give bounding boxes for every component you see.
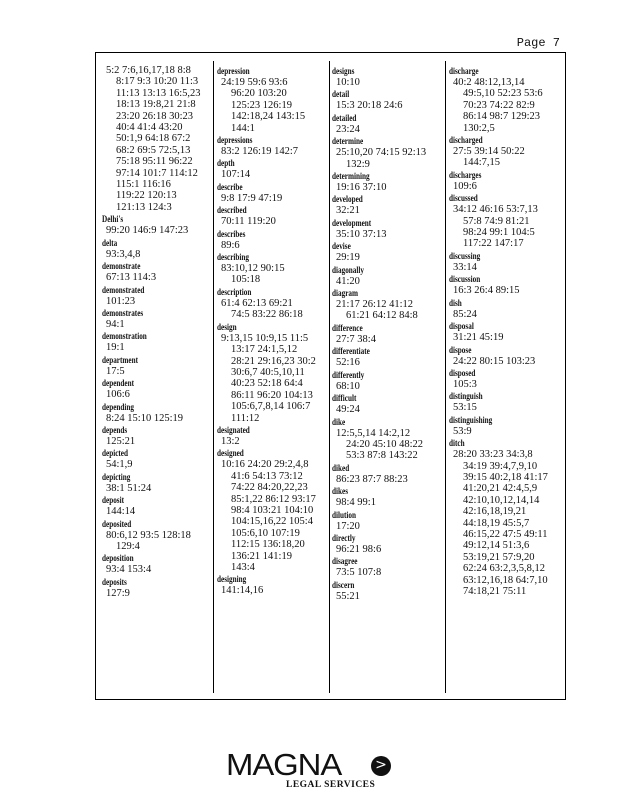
- page-line-references: 24:22 80:15 103:23: [453, 355, 536, 367]
- index-term: discern: [332, 579, 355, 590]
- index-entry: [449, 367, 563, 390]
- page-line-references: 8:24 15:10 125:19: [106, 412, 184, 424]
- index-entry: [449, 344, 563, 367]
- index-term: demonstrated: [102, 284, 145, 295]
- page-line-references: 93:4 153:4: [106, 564, 152, 576]
- index-entry: [449, 273, 563, 296]
- index-term: design: [217, 321, 237, 332]
- index-frame: [95, 52, 566, 700]
- index-term: depth: [217, 158, 235, 169]
- page-number-label: Page 7: [516, 36, 560, 50]
- index-term: description: [217, 286, 252, 297]
- page-line-references: 97:14 101:7 114:12: [116, 167, 198, 179]
- page-line-references: 40:4 41:4 43:20: [116, 122, 183, 134]
- page-line-references: 144:1: [231, 122, 255, 134]
- page-line-references: 127:9: [106, 587, 130, 599]
- index-term: deposition: [102, 553, 134, 564]
- index-entry: [332, 555, 442, 578]
- index-term: difficult: [332, 393, 357, 404]
- page-line-references: 94:1: [106, 318, 125, 330]
- page-line-references: 73:5 107:8: [336, 567, 382, 579]
- index-term: Delhi's: [102, 214, 124, 225]
- index-term: department: [102, 354, 138, 365]
- page-line-references: 75:18 95:11 96:22: [116, 156, 193, 168]
- page-line-references: 105:6,7,8,14 106:7: [231, 401, 311, 413]
- page-line-references: 19:1: [106, 342, 125, 354]
- index-entry: [217, 134, 327, 157]
- page-line-references: 40:2 48:12,13,14: [453, 77, 525, 88]
- index-entry: [217, 204, 327, 227]
- index-entry: [332, 193, 442, 216]
- index-entry: [332, 240, 442, 263]
- index-term: discussing: [449, 250, 481, 261]
- index-entry: [449, 250, 563, 273]
- index-entry: [332, 462, 442, 485]
- page-line-references: 98:4 103:21 104:10: [231, 504, 314, 516]
- page-line-references: 67:13 114:3: [106, 272, 157, 284]
- index-entry: [102, 284, 212, 307]
- page-line-references: 41:20: [336, 275, 360, 287]
- page-line-references: 18:13 19:8,21 21:8: [116, 99, 196, 111]
- logo-subtitle: LEGAL SERVICES: [286, 780, 376, 790]
- page-line-references: 16:3 26:4 89:15: [453, 285, 520, 297]
- page-line-references: 27:5 39:14 50:22: [453, 146, 525, 158]
- page-line-references: 50:1,9 64:18 67:2: [116, 133, 191, 145]
- index-entry: [332, 345, 442, 368]
- index-term: determining: [332, 171, 370, 182]
- index-entry: [102, 213, 212, 236]
- index-entry: [449, 297, 563, 320]
- index-term: development: [332, 217, 372, 228]
- index-term: discharges: [449, 169, 482, 180]
- page-line-references: 119:22 120:13: [116, 190, 177, 202]
- index-term: dikes: [332, 486, 349, 497]
- index-entry: [102, 65, 212, 213]
- index-entry: [332, 264, 442, 287]
- index-term: described: [217, 205, 247, 216]
- index-entry: [102, 377, 212, 400]
- page-line-references: 55:21: [336, 590, 360, 602]
- page-line-references: 38:1 51:24: [106, 482, 152, 494]
- index-column-3: [332, 65, 442, 692]
- page-line-references: 106:6: [106, 389, 130, 401]
- page-line-references: 53:3 87:8 143:22: [346, 450, 418, 462]
- index-term: disposed: [449, 367, 476, 378]
- page-line-references: 144:7,15: [463, 157, 501, 169]
- page-line-references: 32:21: [336, 205, 360, 217]
- index-term: determine: [332, 136, 364, 147]
- page-line-references: 24:20 45:10 48:22: [346, 438, 424, 450]
- page-line-references: 35:10 37:13: [336, 228, 387, 240]
- page-line-references: 142:18,24 143:15: [231, 111, 306, 123]
- page-line-references: 117:22 147:17: [463, 238, 524, 250]
- page-line-references: 68:10: [336, 380, 360, 392]
- page-line-references: 86:23 87:7 88:23: [336, 473, 408, 485]
- page-line-references: 21:17 26:12 41:12: [336, 299, 414, 311]
- index-term: designated: [217, 424, 250, 435]
- index-entry: [332, 170, 442, 193]
- page-line-references: 85:24: [453, 308, 477, 320]
- index-term: dependent: [102, 378, 135, 389]
- index-column-4: [449, 65, 563, 692]
- index-entry: [102, 552, 212, 575]
- page-line-references: 143:4: [231, 562, 255, 573]
- page-line-references: 33:14: [453, 261, 477, 273]
- page-line-references: 42:10,10,12,14,14: [463, 494, 540, 506]
- page-line-references: 129:4: [116, 540, 140, 552]
- index-term: describe: [217, 181, 243, 192]
- page-line-references: 61:4 62:13 69:21: [221, 297, 293, 309]
- index-entry: [217, 228, 327, 251]
- index-entry: [102, 401, 212, 424]
- index-term: depending: [102, 401, 135, 412]
- index-term: directly: [332, 532, 356, 543]
- index-term: depression: [217, 66, 250, 76]
- index-entry: [332, 135, 442, 170]
- index-term: dish: [449, 297, 462, 308]
- page-line-references: 46:15,22 47:5 49:11: [463, 528, 548, 540]
- index-term: differently: [332, 369, 365, 380]
- index-entry: [332, 88, 442, 111]
- index-entry: [217, 573, 327, 596]
- index-term: demonstrate: [102, 261, 141, 272]
- page-line-references: 25:10,20 74:15 92:13: [336, 147, 427, 159]
- index-term: deposited: [102, 518, 132, 529]
- index-entry: [217, 424, 327, 447]
- index-term: demonstrates: [102, 307, 144, 318]
- page-line-references: 10:16 24:20 29:2,4,8: [221, 459, 309, 471]
- index-entry: [332, 579, 442, 602]
- page-line-references: 70:23 74:22 82:9: [463, 99, 535, 111]
- page-line-references: 53:19,21 57:9,20: [463, 551, 535, 563]
- page-line-references: 9:13,15 10:9,15 11:5: [221, 332, 309, 344]
- page-line-references: 107:14: [221, 169, 251, 181]
- page-line-references: 62:24 63:2,3,5,8,12: [463, 563, 545, 575]
- page-line-references: 70:11 119:20: [221, 216, 276, 228]
- page-line-references: 105:3: [453, 378, 477, 390]
- page-line-references: 17:20: [336, 520, 360, 532]
- index-term: discussion: [449, 274, 481, 285]
- page-line-references: 61:21 64:12 84:8: [346, 310, 418, 322]
- index-entry: [102, 307, 212, 330]
- page-line-references: 42:16,18,19,21: [463, 506, 527, 518]
- index-entry: [217, 65, 327, 134]
- page-line-references: 13:17 24:1,5,12: [231, 344, 298, 356]
- page-line-references: 125:21: [106, 435, 136, 447]
- index-term: discharge: [449, 66, 479, 76]
- page-line-references: 121:13 124:3: [116, 201, 172, 213]
- index-entry: [449, 192, 563, 250]
- index-entry: [102, 447, 212, 470]
- page-line-references: 141:14,16: [221, 585, 264, 597]
- page-line-references: 101:23: [106, 295, 136, 307]
- index-entry: [332, 217, 442, 240]
- page-line-references: 27:7 38:4: [336, 333, 376, 345]
- page-line-references: 130:2,5: [463, 122, 495, 134]
- index-term: disagree: [332, 556, 358, 567]
- logo-wordmark: MAGNA: [226, 747, 342, 782]
- index-entry: [102, 354, 212, 377]
- page-line-references: 99:20 146:9 147:23: [106, 225, 189, 237]
- page-line-references: 11:13 13:13 16:5,23: [116, 87, 201, 99]
- index-term: diagram: [332, 288, 358, 299]
- index-term: detailed: [332, 112, 357, 123]
- page-line-references: 104:15,16,22 105:4: [231, 516, 313, 528]
- page-line-references: 49:24: [336, 404, 360, 416]
- page-line-references: 85:1,22 86:12 93:17: [231, 493, 316, 505]
- index-entry: [449, 134, 563, 169]
- page-line-references: 9:8 17:9 47:19: [221, 192, 283, 204]
- index-term: diked: [332, 462, 350, 473]
- index-term: depicted: [102, 448, 128, 459]
- page-line-references: 17:5: [106, 365, 125, 377]
- page-line-references: 23:20 26:18 30:23: [116, 110, 194, 122]
- index-entry: [102, 424, 212, 447]
- index-term: designs: [332, 66, 355, 76]
- index-entry: [217, 181, 327, 204]
- page-line-references: 13:2: [221, 435, 240, 447]
- index-term: describes: [217, 228, 246, 239]
- index-term: ditch: [449, 438, 465, 449]
- page-line-references: 105:6,10 107:19: [231, 527, 300, 539]
- magna-logo: [226, 748, 396, 792]
- index-term: depicting: [102, 471, 131, 482]
- index-entry: [217, 286, 327, 321]
- page-line-references: 41:20,21 42:4,5,9: [463, 483, 538, 495]
- page-line-references: 5:2 7:6,16,17,18 8:8: [106, 65, 191, 76]
- page-line-references: 28:21 29:16,23 30:2: [231, 355, 316, 367]
- page-line-references: 28:20 33:23 34:3,8: [453, 449, 533, 461]
- index-entry: [332, 485, 442, 508]
- index-entry: [102, 260, 212, 283]
- index-term: depends: [102, 424, 128, 435]
- index-entry: [217, 447, 327, 573]
- index-entry: [449, 169, 563, 192]
- page-line-references: 115:1 116:16: [116, 179, 171, 191]
- index-column-2: [217, 65, 327, 692]
- index-entry: [332, 112, 442, 135]
- index-entry: [332, 287, 442, 322]
- page-line-references: 23:24: [336, 123, 360, 135]
- page-line-references: 136:21 141:19: [231, 550, 292, 562]
- page-line-references: 34:12 46:16 53:7,13: [453, 204, 538, 216]
- page-line-references: 49:12,14 51:3,6: [463, 540, 530, 552]
- page-line-references: 54:1,9: [106, 459, 133, 471]
- page-line-references: 49:5,10 52:23 53:6: [463, 88, 543, 100]
- page-line-references: 57:8 74:9 81:21: [463, 215, 530, 227]
- column-divider: [445, 61, 446, 693]
- page-line-references: 8:17 9:3 10:20 11:3: [116, 76, 199, 88]
- index-entry: [449, 390, 563, 413]
- index-term: designing: [217, 574, 247, 585]
- index-entry: [332, 416, 442, 462]
- index-entry: [332, 532, 442, 555]
- page-line-references: 98:4 99:1: [336, 497, 376, 509]
- page-line-references: 24:19 59:6 93:6: [221, 77, 288, 88]
- index-entry: [449, 65, 563, 134]
- page-line-references: 112:15 136:18,20: [231, 539, 305, 551]
- index-term: diagonally: [332, 264, 365, 275]
- index-entry: [449, 414, 563, 437]
- page-line-references: 86:14 98:7 129:23: [463, 111, 541, 123]
- page-line-references: 39:15 40:2,18 41:17: [463, 471, 548, 483]
- index-term: designed: [217, 448, 244, 459]
- index-entry: [102, 330, 212, 353]
- index-term: devise: [332, 241, 351, 252]
- index-term: developed: [332, 194, 363, 205]
- page-line-references: 105:18: [231, 274, 261, 286]
- page-line-references: 19:16 37:10: [336, 182, 387, 194]
- page-line-references: 132:9: [346, 158, 370, 170]
- column-divider: [213, 61, 214, 693]
- index-entry: [449, 437, 563, 597]
- index-column-1: [102, 65, 212, 692]
- index-entry: [217, 321, 327, 424]
- index-term: detail: [332, 89, 350, 100]
- index-entry: [217, 157, 327, 180]
- page-line-references: 34:19 39:4,7,9,10: [463, 460, 538, 472]
- index-term: dike: [332, 416, 346, 427]
- index-entry: [332, 369, 442, 392]
- page-line-references: 96:20 103:20: [231, 88, 287, 100]
- index-term: dispose: [449, 344, 472, 355]
- page-line-references: 30:6,7 40:5,10,11: [231, 366, 305, 378]
- index-term: discharged: [449, 135, 483, 146]
- page-line-references: 74:5 83:22 86:18: [231, 309, 303, 321]
- page-line-references: 29:19: [336, 252, 360, 264]
- index-entry: [332, 509, 442, 532]
- page-line-references: 89:6: [221, 239, 240, 251]
- page-line-references: 10:10: [336, 77, 360, 88]
- page-line-references: 52:16: [336, 357, 360, 369]
- page-line-references: 144:14: [106, 506, 136, 518]
- index-entry: [102, 471, 212, 494]
- page-line-references: 125:23 126:19: [231, 99, 292, 111]
- page-line-references: 68:2 69:5 72:5,13: [116, 144, 191, 156]
- page-line-references: 12:5,5,14 14:2,12: [336, 427, 411, 439]
- column-divider: [329, 61, 330, 693]
- page-line-references: 74:18,21 75:11: [463, 586, 527, 597]
- page-line-references: 98:24 99:1 104:5: [463, 227, 535, 239]
- page-line-references: 86:11 96:20 104:13: [231, 389, 313, 401]
- index-term: describing: [217, 252, 250, 263]
- index-term: dilution: [332, 509, 357, 520]
- page-line-references: 63:12,16,18 64:7,10: [463, 574, 548, 586]
- page-line-references: 109:6: [453, 180, 477, 192]
- index-entry: [102, 518, 212, 553]
- index-term: delta: [102, 237, 118, 248]
- page-line-references: 41:6 54:13 73:12: [231, 470, 303, 482]
- page-line-references: 31:21 45:19: [453, 332, 504, 344]
- index-term: distinguishing: [449, 414, 493, 425]
- page-line-references: 74:22 84:20,22,23: [231, 482, 308, 494]
- index-entry: [332, 65, 442, 88]
- index-term: demonstration: [102, 331, 147, 342]
- index-term: differentiate: [332, 346, 370, 357]
- arrow-circle-icon: >: [371, 756, 391, 776]
- page-line-references: 80:6,12 93:5 128:18: [106, 529, 191, 541]
- page-line-references: 83:10,12 90:15: [221, 263, 285, 275]
- page-line-references: 96:21 98:6: [336, 543, 382, 555]
- page-line-references: 40:23 52:18 64:4: [231, 378, 303, 390]
- page-line-references: 83:2 126:19 142:7: [221, 146, 299, 158]
- index-term: discussed: [449, 193, 478, 204]
- index-entry: [332, 392, 442, 415]
- page-line-references: 15:3 20:18 24:6: [336, 100, 403, 112]
- index-term: deposits: [102, 576, 127, 587]
- index-entry: [217, 251, 327, 286]
- index-term: distinguish: [449, 391, 483, 402]
- index-term: depressions: [217, 135, 253, 146]
- index-term: deposit: [102, 495, 125, 506]
- index-entry: [449, 320, 563, 343]
- page-line-references: 53:9: [453, 425, 472, 437]
- page-line-references: 53:15: [453, 402, 477, 414]
- index-entry: [102, 237, 212, 260]
- index-term: difference: [332, 322, 363, 333]
- index-entry: [102, 576, 212, 599]
- index-entry: [332, 322, 442, 345]
- page-line-references: 111:12: [231, 412, 260, 424]
- page-line-references: 44:18,19 45:5,7: [463, 517, 530, 529]
- page-line-references: 93:3,4,8: [106, 248, 141, 260]
- index-term: disposal: [449, 321, 474, 332]
- index-entry: [102, 494, 212, 517]
